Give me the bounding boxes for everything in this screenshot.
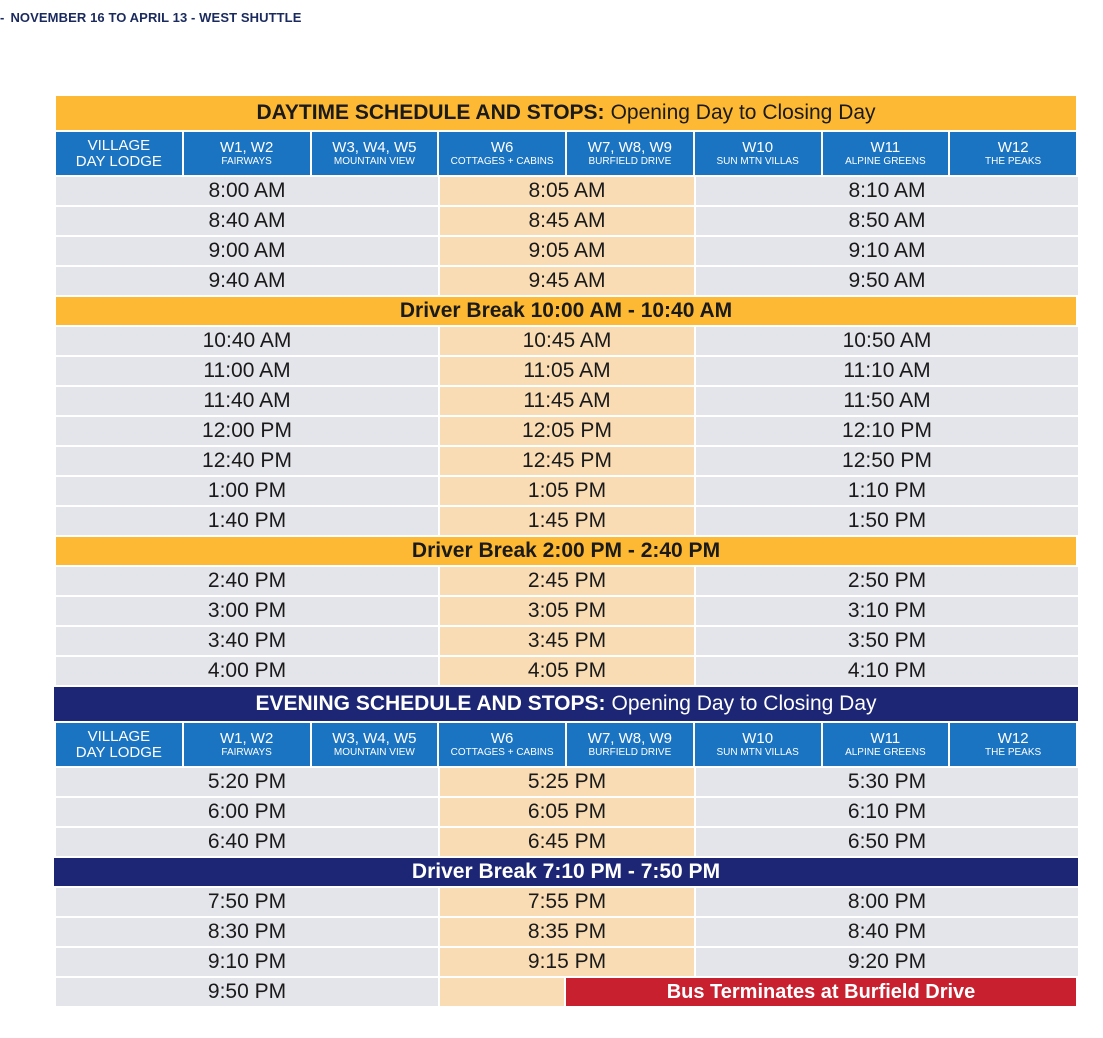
time-lodge-fairways-mountain: 8:40 AM xyxy=(56,207,438,235)
time-villas-greens-peaks: 12:10 PM xyxy=(696,417,1078,445)
time-villas-greens-peaks: 1:50 PM xyxy=(696,507,1078,535)
column-header xyxy=(439,132,565,175)
time-lodge-fairways-mountain: 12:00 PM xyxy=(56,417,438,445)
time-lodge-fairways-mountain: 8:30 PM xyxy=(56,918,438,946)
time-lodge-fairways-mountain: 9:10 PM xyxy=(56,948,438,976)
column-header-name: FAIRWAYS xyxy=(221,746,272,758)
column-header-stop: W3, W4, W5 xyxy=(332,138,417,156)
time-villas-greens-peaks: 10:50 AM xyxy=(696,327,1078,355)
time-cottages-burfield: 9:45 AM xyxy=(440,267,694,295)
column-header xyxy=(695,723,821,766)
daytime-banner-subtitle: Opening Day to Closing Day xyxy=(610,101,876,124)
time-lodge-fairways-mountain: 8:00 AM xyxy=(56,177,438,205)
time-villas-greens-peaks: 9:50 AM xyxy=(696,267,1078,295)
time-lodge-fairways-mountain: 6:40 PM xyxy=(56,828,438,856)
column-header-name: THE PEAKS xyxy=(985,155,1042,167)
time-villas-greens-peaks: 6:50 PM xyxy=(696,828,1078,856)
table-row xyxy=(56,417,1076,445)
evening-banner xyxy=(54,687,1078,721)
schedule-table xyxy=(56,96,1076,1006)
time-lodge-fairways-mountain: 9:00 AM xyxy=(56,237,438,265)
table-row xyxy=(56,597,1076,625)
time-lodge-fairways-mountain: 1:40 PM xyxy=(56,507,438,535)
column-header-stop: W1, W2 xyxy=(219,138,274,156)
time-cottages-burfield: 8:35 PM xyxy=(440,918,694,946)
column-header xyxy=(312,723,438,766)
table-row xyxy=(56,657,1076,685)
column-header xyxy=(439,723,565,766)
evening-block-1 xyxy=(56,768,1076,856)
column-header-stop: W12 xyxy=(997,729,1029,747)
table-row xyxy=(56,387,1076,415)
column-header-stop: VILLAGE xyxy=(87,727,151,745)
time-cottages-burfield: 12:45 PM xyxy=(440,447,694,475)
evening-block-2 xyxy=(56,888,1076,976)
time-villas-greens-peaks: 8:50 AM xyxy=(696,207,1078,235)
evening-column-headers xyxy=(56,723,1076,766)
time-villas-greens-peaks: 8:40 PM xyxy=(696,918,1078,946)
column-header-name: BURFIELD DRIVE xyxy=(588,155,672,167)
column-header-name: DAY LODGE xyxy=(75,743,162,761)
column-header xyxy=(950,132,1076,175)
table-row xyxy=(56,207,1076,235)
time-cottages-burfield: 12:05 PM xyxy=(440,417,694,445)
column-header xyxy=(184,132,310,175)
time-cottages-burfield: 5:25 PM xyxy=(440,768,694,796)
time-cottages-burfield: 1:45 PM xyxy=(440,507,694,535)
time-cottages-burfield: 11:45 AM xyxy=(440,387,694,415)
time-villas-greens-peaks: 9:20 PM xyxy=(696,948,1078,976)
time-lodge-fairways-mountain: 12:40 PM xyxy=(56,447,438,475)
column-header-name: DAY LODGE xyxy=(75,152,162,170)
column-header xyxy=(823,723,949,766)
table-row xyxy=(56,918,1076,946)
time-cottages-burfield: 1:05 PM xyxy=(440,477,694,505)
table-row xyxy=(56,177,1076,205)
table-row xyxy=(56,447,1076,475)
time-lodge-fairways-mountain: 3:40 PM xyxy=(56,627,438,655)
column-header xyxy=(695,132,821,175)
time-cottages-burfield: 4:05 PM xyxy=(440,657,694,685)
time-lodge-fairways-mountain: 10:40 AM xyxy=(56,327,438,355)
time-cottages-burfield: 9:05 AM xyxy=(440,237,694,265)
terminate-notice: Bus Terminates at Burfield Drive xyxy=(566,978,1076,1006)
column-header-stop: W11 xyxy=(870,729,901,747)
table-row xyxy=(56,237,1076,265)
time-cottages-burfield: 10:45 AM xyxy=(440,327,694,355)
time-villas-greens-peaks: 1:10 PM xyxy=(696,477,1078,505)
evening-driver-break-1: Driver Break 7:10 PM - 7:50 PM xyxy=(54,858,1078,886)
last-row-time: 9:50 PM xyxy=(56,978,438,1006)
time-cottages-burfield: 2:45 PM xyxy=(440,567,694,595)
daytime-driver-break-2: Driver Break 2:00 PM - 2:40 PM xyxy=(56,537,1076,565)
column-header-stop: W12 xyxy=(997,138,1029,156)
time-villas-greens-peaks: 4:10 PM xyxy=(696,657,1078,685)
evening-banner-title: EVENING SCHEDULE AND STOPS: xyxy=(255,692,606,715)
time-cottages-burfield: 3:45 PM xyxy=(440,627,694,655)
time-villas-greens-peaks: 8:00 PM xyxy=(696,888,1078,916)
column-header-stop: W7, W8, W9 xyxy=(587,729,672,747)
daytime-driver-break-1: Driver Break 10:00 AM - 10:40 AM xyxy=(56,297,1076,325)
daytime-banner xyxy=(56,96,1076,130)
time-cottages-burfield: 6:05 PM xyxy=(440,798,694,826)
column-header-stop: W6 xyxy=(490,729,514,747)
column-header-name: MOUNTAIN VIEW xyxy=(333,746,415,758)
time-villas-greens-peaks: 3:10 PM xyxy=(696,597,1078,625)
daytime-block-1 xyxy=(56,177,1076,295)
column-header xyxy=(56,132,182,175)
time-lodge-fairways-mountain: 2:40 PM xyxy=(56,567,438,595)
page-header xyxy=(0,10,301,25)
column-header-name: SUN MTN VILLAS xyxy=(716,746,799,758)
time-cottages-burfield: 8:45 AM xyxy=(440,207,694,235)
time-lodge-fairways-mountain: 6:00 PM xyxy=(56,798,438,826)
table-row xyxy=(56,948,1076,976)
time-lodge-fairways-mountain: 11:00 AM xyxy=(56,357,438,385)
time-cottages-burfield: 9:15 PM xyxy=(440,948,694,976)
table-row xyxy=(56,798,1076,826)
column-header-name: COTTAGES + CABINS xyxy=(450,746,554,758)
time-villas-greens-peaks: 12:50 PM xyxy=(696,447,1078,475)
table-row xyxy=(56,327,1076,355)
column-header xyxy=(56,723,182,766)
time-cottages-burfield: 11:05 AM xyxy=(440,357,694,385)
column-header-stop: W11 xyxy=(870,138,901,156)
table-row xyxy=(56,357,1076,385)
column-header-name: THE PEAKS xyxy=(985,746,1042,758)
column-header-stop: W10 xyxy=(742,729,774,747)
time-villas-greens-peaks: 3:50 PM xyxy=(696,627,1078,655)
time-lodge-fairways-mountain: 3:00 PM xyxy=(56,597,438,625)
column-header xyxy=(567,723,693,766)
column-header-stop: W6 xyxy=(490,138,514,156)
column-header-name: FAIRWAYS xyxy=(221,155,272,167)
time-villas-greens-peaks: 5:30 PM xyxy=(696,768,1078,796)
evening-last-row xyxy=(56,978,1076,1006)
daytime-block-3 xyxy=(56,567,1076,685)
table-row xyxy=(56,567,1076,595)
column-header-name: MOUNTAIN VIEW xyxy=(333,155,415,167)
time-cottages-burfield: 3:05 PM xyxy=(440,597,694,625)
table-row xyxy=(56,477,1076,505)
header-dash: - xyxy=(0,10,5,25)
time-lodge-fairways-mountain: 4:00 PM xyxy=(56,657,438,685)
page-header-title: NOVEMBER 16 TO APRIL 13 - WEST SHUTTLE xyxy=(10,10,302,25)
column-header-name: ALPINE GREENS xyxy=(845,155,926,167)
time-cottages-burfield: 6:45 PM xyxy=(440,828,694,856)
column-header-stop: W7, W8, W9 xyxy=(587,138,672,156)
column-header xyxy=(184,723,310,766)
time-lodge-fairways-mountain: 9:40 AM xyxy=(56,267,438,295)
time-cottages-burfield: 7:55 PM xyxy=(440,888,694,916)
time-lodge-fairways-mountain: 1:00 PM xyxy=(56,477,438,505)
column-header xyxy=(823,132,949,175)
column-header xyxy=(950,723,1076,766)
time-villas-greens-peaks: 11:50 AM xyxy=(696,387,1078,415)
column-header-stop: W1, W2 xyxy=(219,729,274,747)
column-header-name: COTTAGES + CABINS xyxy=(450,155,554,167)
time-villas-greens-peaks: 11:10 AM xyxy=(696,357,1078,385)
time-villas-greens-peaks: 6:10 PM xyxy=(696,798,1078,826)
column-header-stop: VILLAGE xyxy=(87,136,151,154)
time-villas-greens-peaks: 2:50 PM xyxy=(696,567,1078,595)
time-cottages-burfield: 8:05 AM xyxy=(440,177,694,205)
column-header xyxy=(567,132,693,175)
table-row xyxy=(56,828,1076,856)
time-villas-greens-peaks: 9:10 AM xyxy=(696,237,1078,265)
table-row xyxy=(56,768,1076,796)
table-row xyxy=(56,267,1076,295)
column-header-name: ALPINE GREENS xyxy=(845,746,926,758)
time-villas-greens-peaks: 8:10 AM xyxy=(696,177,1078,205)
evening-banner-subtitle: Opening Day to Closing Day xyxy=(611,692,877,715)
column-header xyxy=(312,132,438,175)
table-row xyxy=(56,888,1076,916)
table-row xyxy=(56,627,1076,655)
column-header-stop: W3, W4, W5 xyxy=(332,729,417,747)
column-header-name: SUN MTN VILLAS xyxy=(716,155,799,167)
daytime-column-headers xyxy=(56,132,1076,175)
table-row xyxy=(56,507,1076,535)
time-lodge-fairways-mountain: 5:20 PM xyxy=(56,768,438,796)
daytime-banner-title: DAYTIME SCHEDULE AND STOPS: xyxy=(256,101,605,124)
time-lodge-fairways-mountain: 7:50 PM xyxy=(56,888,438,916)
daytime-block-2 xyxy=(56,327,1076,535)
time-lodge-fairways-mountain: 11:40 AM xyxy=(56,387,438,415)
column-header-name: BURFIELD DRIVE xyxy=(588,746,672,758)
last-row-empty xyxy=(440,978,564,1006)
column-header-stop: W10 xyxy=(742,138,774,156)
